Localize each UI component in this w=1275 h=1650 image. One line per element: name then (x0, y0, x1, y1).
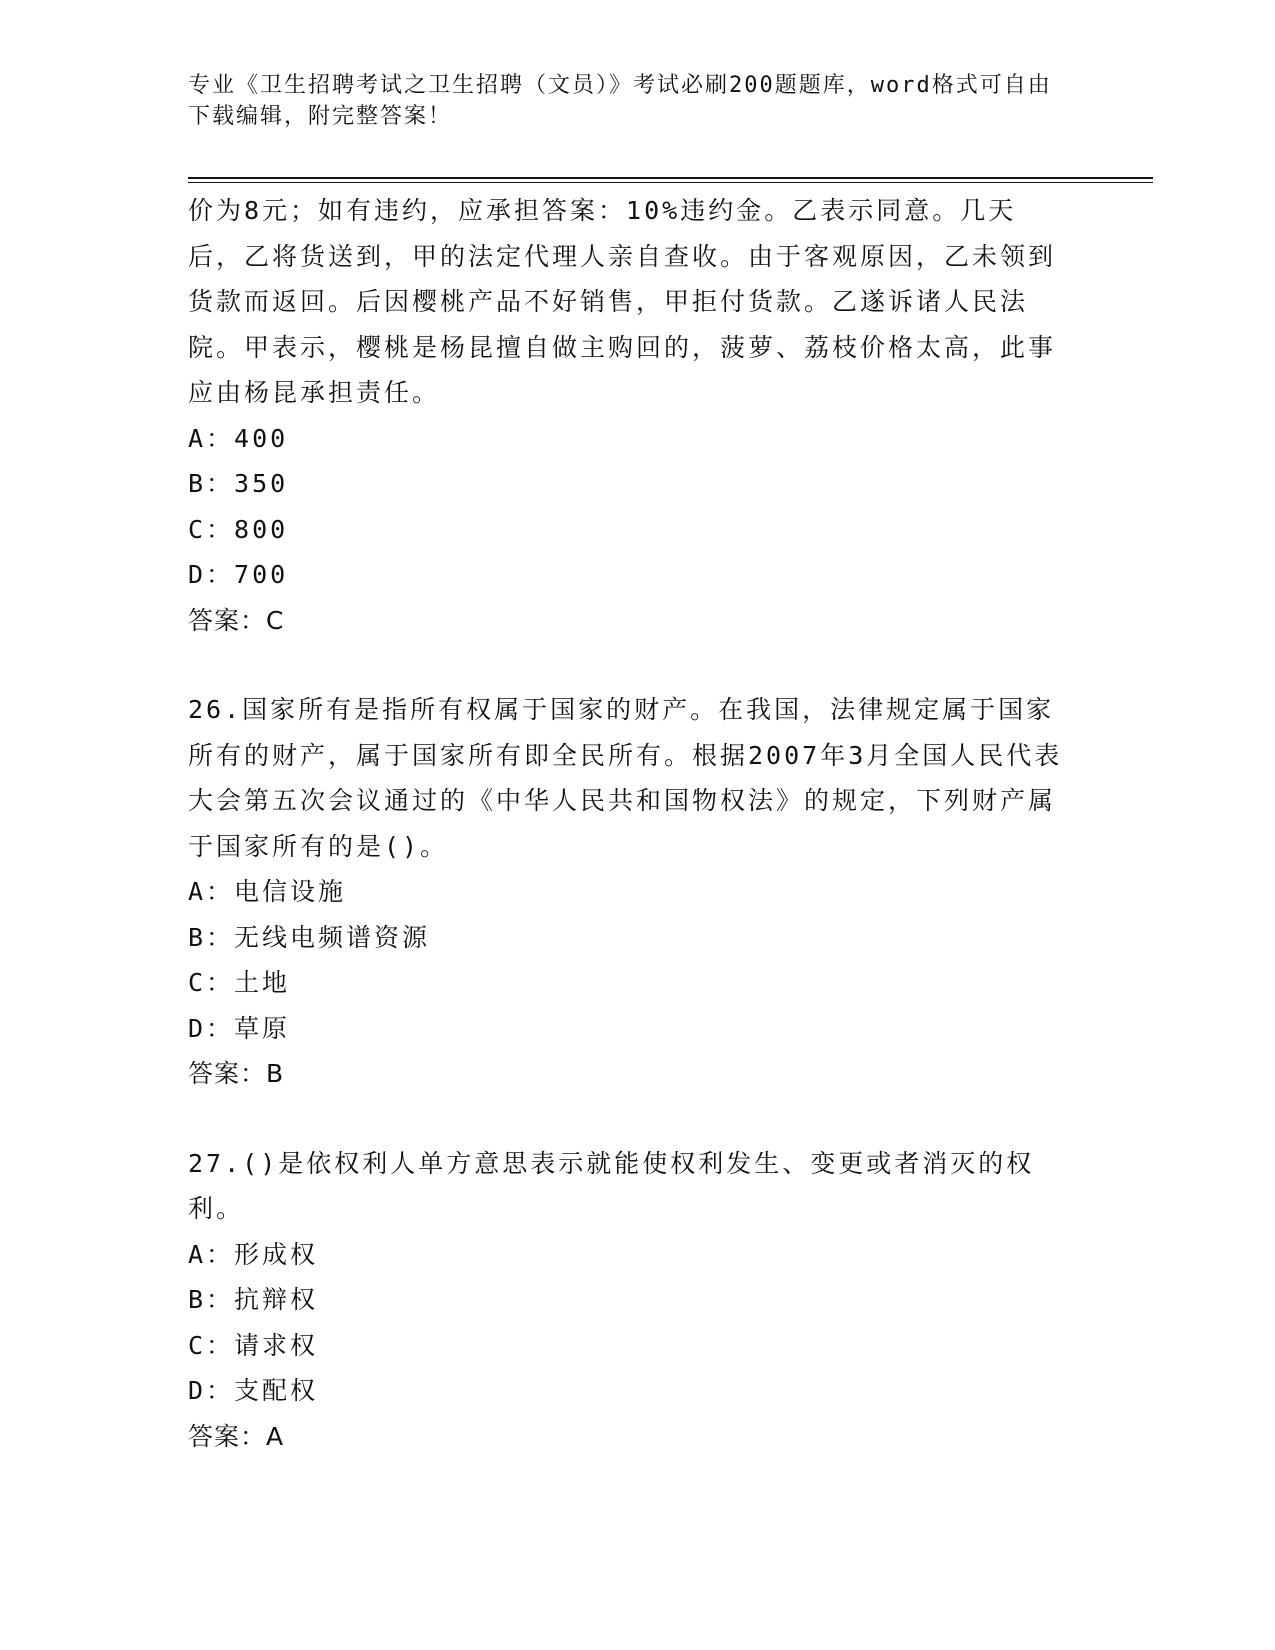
answer-line: 答案：C (188, 605, 285, 635)
answer-line: 答案：A (188, 1421, 285, 1451)
spacer (188, 1097, 1068, 1141)
question-text: 26.国家所有是指所有权属于国家的财产。在我国，法律规定属于国家所有的财产，属于国家所有即全民所有。根据2007年3月全国人民代表大会第五次会议通过的《中华人民共和国物权法》的规定，下列财产属于国家所有的是()。 (188, 695, 1063, 861)
page-header: 专业《卫生招聘考试之卫生招聘（文员）》考试必刷200题题库，word格式可自由下载编辑，附完整答案！ (188, 73, 1052, 129)
option-c: C：土地 (188, 968, 291, 997)
question-block-26 (188, 687, 1068, 1097)
option-a: A：形成权 (188, 1239, 319, 1269)
option-d: D：草原 (188, 1013, 291, 1043)
question-block-25 (188, 188, 1068, 643)
option-b: B：无线电频谱资源 (188, 922, 431, 952)
question-text: 27.()是依权利人单方意思表示就能使权利发生、变更或者消灭的权利。 (188, 1148, 1035, 1223)
question-block-27 (188, 1141, 1068, 1460)
question-text: 价为8元；如有违约，应承担答案：10%违约金。乙表示同意。几天后，乙将货送到，甲的法定代理人亲自查收。由于客观原因，乙未领到货款而返回。后因樱桃产品不好销售，甲拒付货款。乙遂诉诸人民法院。甲表示，樱桃是杨昆擅自做主购回的，菠萝、荔枝价格太高，此事应由杨昆承担责任。 (188, 196, 1057, 407)
option-b: B：抗辩权 (188, 1285, 319, 1314)
spacer (188, 643, 1068, 687)
option-a: A：400 (188, 423, 289, 453)
document-body (188, 188, 1068, 1459)
option-d: D：支配权 (188, 1376, 319, 1405)
header-rule-thick (188, 177, 1153, 179)
option-a: A：电信设施 (188, 877, 347, 906)
option-c: C：请求权 (188, 1330, 319, 1360)
header-rule-thin (188, 182, 1153, 183)
option-b: B：350 (188, 469, 289, 498)
option-d: D：700 (188, 560, 289, 589)
option-c: C：800 (188, 514, 289, 544)
answer-line: 答案：B (188, 1059, 285, 1088)
